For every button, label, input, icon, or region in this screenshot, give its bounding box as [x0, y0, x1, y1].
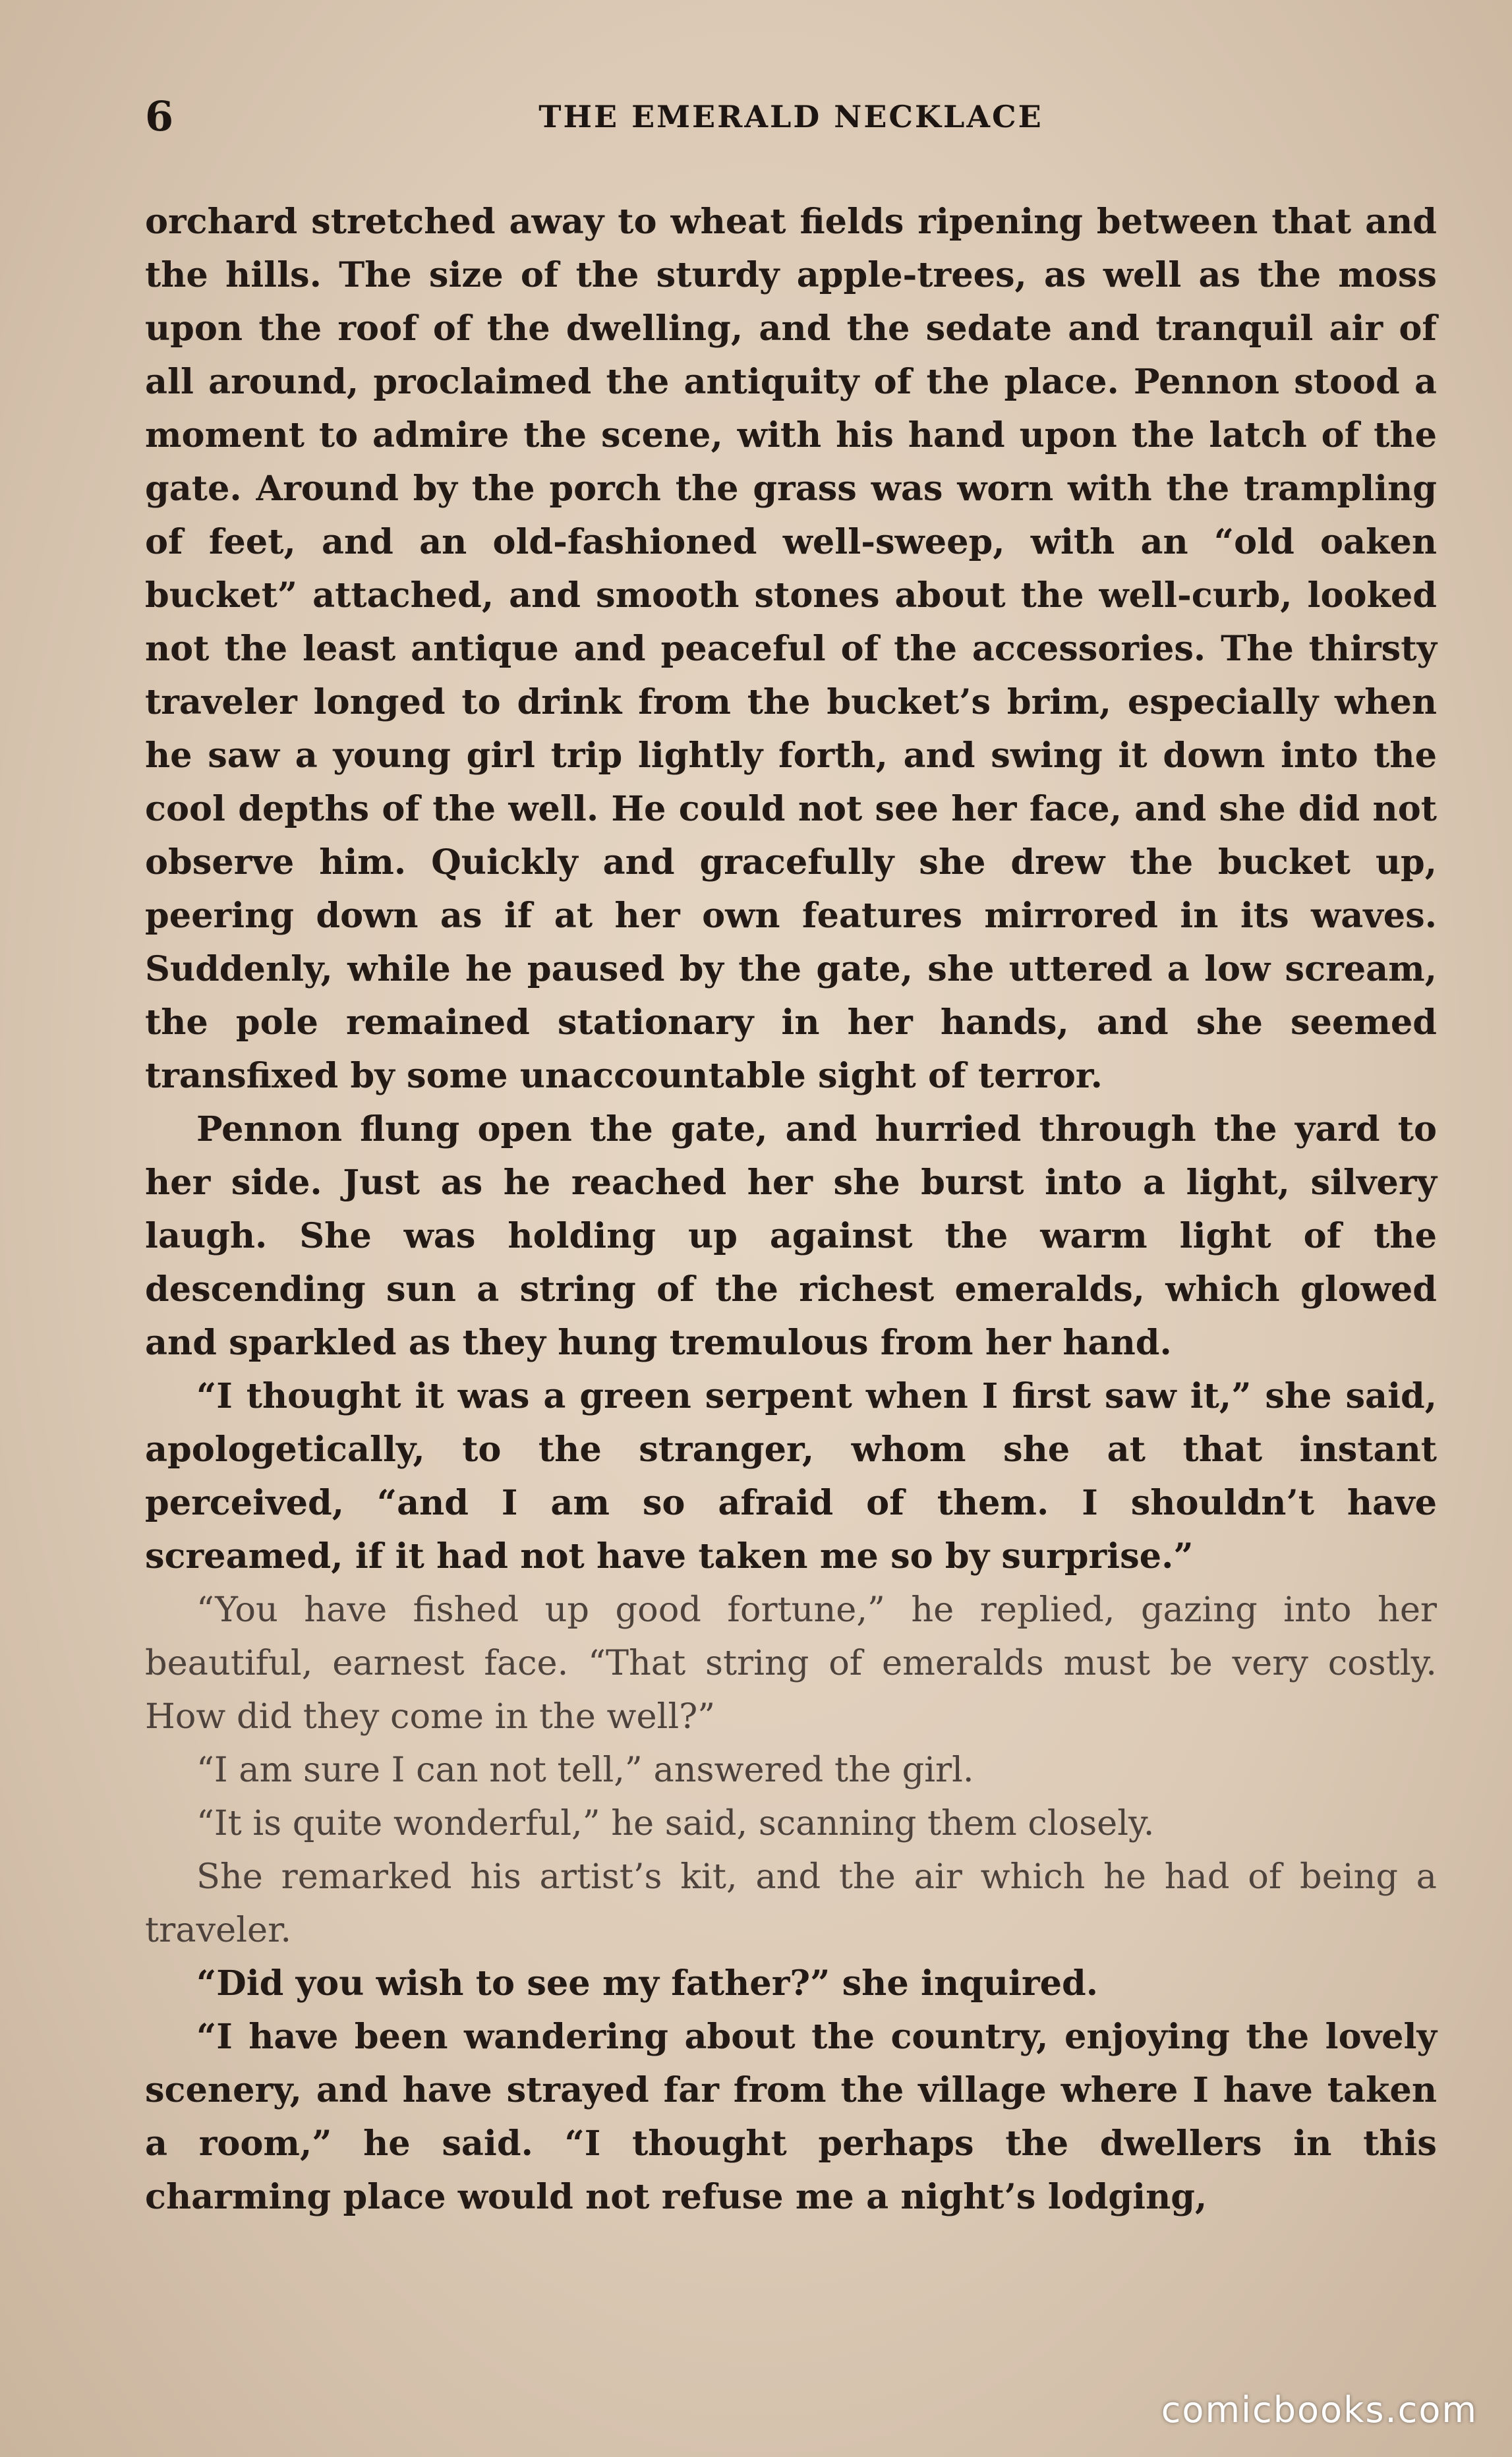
paragraph-8: “Did you wish to see my father?” she inquired.: [196, 1963, 1098, 2004]
paragraph-7: She remarked his artist’s kit, and the air which he had of being a traveler.: [145, 1857, 1437, 1950]
paragraph-4: “You have fished up good fortune,” he replied, gazing into her beautiful, earnest face. “That string of emeralds must be very costly. How did they come in the well?”: [145, 1590, 1437, 1737]
body-text: [145, 195, 1437, 2224]
paragraph-2: Pennon flung open the gate, and hurried through the yard to her side. Just as he reached her she burst into a light, silvery laugh. She was holding up against the warm light of the descending sun a string of the richest emeralds, which glowed and sparkled as they hung tremulous from her hand.: [145, 1109, 1437, 1363]
page-number: 6: [145, 92, 174, 140]
paragraph-3: “I thought it was a green serpent when I first saw it,” she said, apologetically, to the stranger, whom she at that instant perceived, “and I am so afraid of them. I shouldn’t have screamed, if it had not have taken me so by surprise.”: [145, 1376, 1437, 1576]
site-watermark: comicbooks.com: [1161, 2389, 1478, 2431]
page-header: [145, 92, 1437, 152]
paragraph-5: “I am sure I can not tell,” answered the girl.: [196, 1750, 974, 1790]
paragraph-1: orchard stretched away to wheat fields ripening between that and the hills. The size of the sturdy apple-trees, as well as the moss upon the roof of the dwelling, and the sedate and tranquil air of all around, proclaimed the antiquity of the place. Pennon stood a moment to admire the scene, with his hand upon the latch of the gate. Around by the porch the grass was worn with the trampling of feet, and an old-fashioned well-sweep, with an “old oaken bucket” attached, and smooth stones about the well-curb, looked not the least antique and peaceful of the accessories. The thirsty traveler longed to drink from the bucket’s brim, especially when he saw a young girl trip lightly forth, and swing it down into the cool depths of the well. He could not see her face, and she did not observe him. Quickly and gracefully she drew the bucket up, peering down as if at her own features mirrored in its waves. Suddenly, while he paused by the gate, she uttered a low scream, the pole remained stationary in her hands, and she seemed transfixed by some unaccountable sight of terror.: [145, 202, 1437, 1096]
paragraph-9: “I have been wandering about the country, enjoying the lovely scenery, and have strayed far from the village where I have taken a room,” he said. “I thought perhaps the dwellers in this charming place would not refuse me a night’s lodging,: [145, 2017, 1437, 2217]
paragraph-6: “It is quite wonderful,” he said, scanning them closely.: [196, 1803, 1155, 1843]
running-title: THE EMERALD NECKLACE: [538, 99, 1043, 134]
